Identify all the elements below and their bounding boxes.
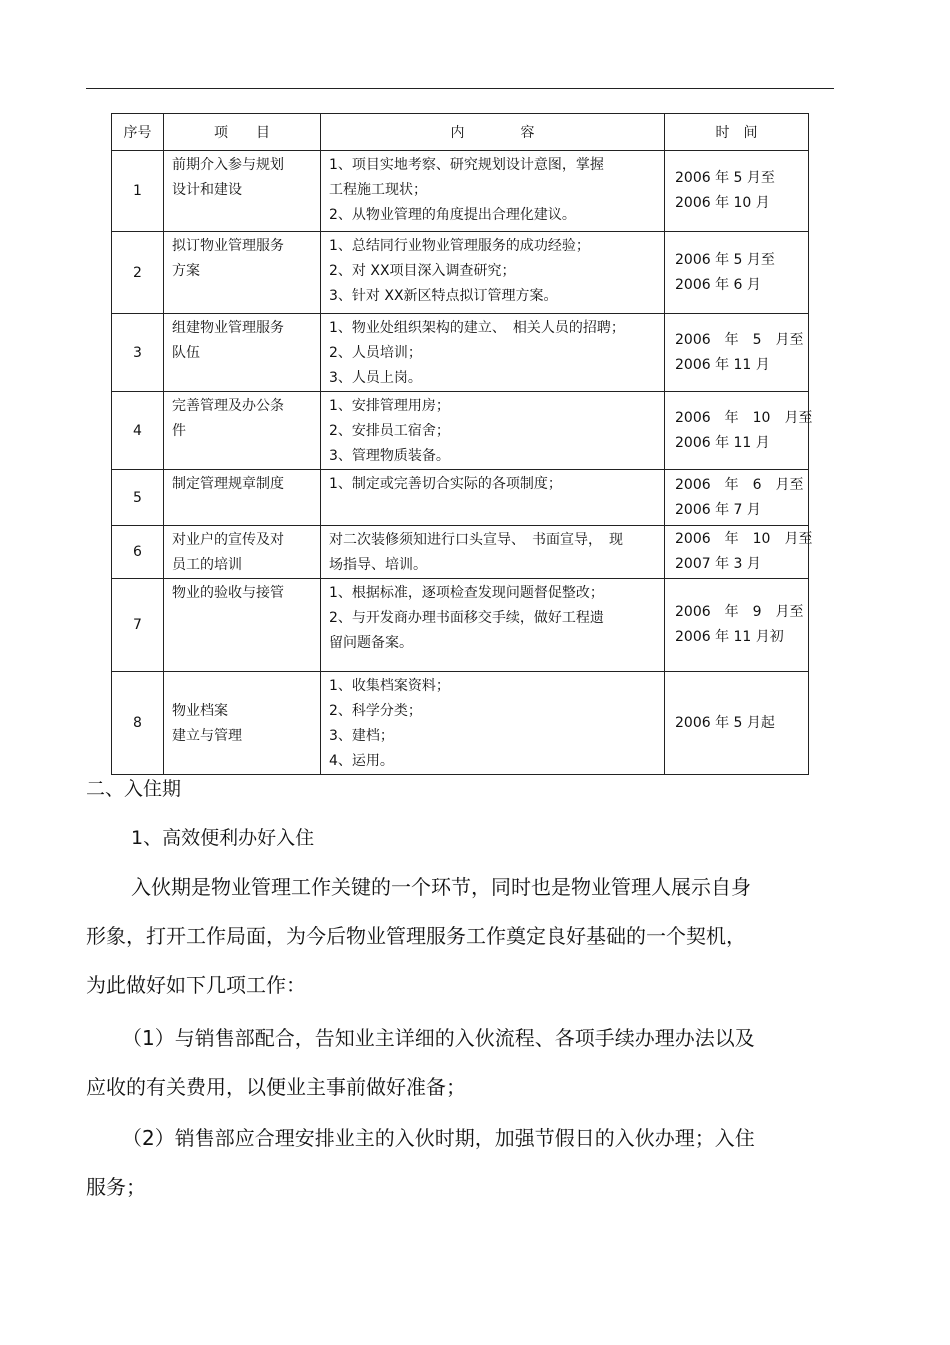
table-row bbox=[112, 151, 809, 232]
row-item bbox=[164, 470, 321, 526]
paragraph-line: 服务； bbox=[86, 1175, 146, 1199]
row-content-line: 1、根据标准，逐项检查发现问题督促整改； bbox=[329, 585, 604, 601]
row-content-line: 2、科学分类； bbox=[329, 703, 422, 719]
list-item-2 bbox=[86, 1114, 806, 1212]
row-content-line: 3、管理物质装备。 bbox=[329, 448, 450, 464]
row-item-line: 组建物业管理服务 bbox=[172, 320, 284, 336]
row-item-line: 设计和建设 bbox=[172, 182, 242, 198]
row-time bbox=[665, 232, 809, 314]
row-time-line: 2006 年 5 月至 bbox=[675, 331, 804, 348]
row-content-line: 4、运用。 bbox=[329, 753, 394, 769]
row-item-line: 前期介入参与规划 bbox=[172, 157, 284, 173]
row-item-line: 完善管理及办公条 bbox=[172, 398, 284, 414]
row-time-line: 2006 年 11 月初 bbox=[675, 629, 784, 645]
row-item-line: 件 bbox=[172, 423, 186, 439]
table-row bbox=[112, 314, 809, 392]
table-row bbox=[112, 392, 809, 470]
row-content bbox=[321, 151, 665, 232]
row-time-line: 2006 年 11 月 bbox=[675, 434, 770, 451]
row-time bbox=[665, 392, 813, 470]
header-no: 序号 bbox=[112, 114, 164, 151]
row-time-line: 2006 年 6 月至 bbox=[675, 476, 804, 493]
subsection-heading bbox=[86, 814, 851, 863]
row-item bbox=[164, 232, 321, 314]
row-content-line: 2、人员培训； bbox=[329, 345, 422, 361]
row-content bbox=[321, 232, 665, 314]
row-time bbox=[665, 526, 813, 579]
row-time bbox=[665, 470, 809, 526]
section-heading bbox=[86, 765, 806, 814]
row-content bbox=[321, 672, 665, 775]
row-content-line: 2、与开发商办理书面移交手续，做好工程遗 bbox=[329, 610, 604, 626]
table-row bbox=[112, 470, 809, 526]
row-content bbox=[321, 470, 665, 526]
row-no: 8 bbox=[112, 672, 164, 775]
row-content-line: 2、对 XX项目深入调查研究； bbox=[329, 263, 516, 279]
table-row bbox=[112, 579, 809, 672]
row-content-line: 场指导、培训。 bbox=[329, 557, 427, 573]
row-content bbox=[321, 392, 665, 470]
row-time-line: 2006 年 7 月 bbox=[675, 501, 761, 518]
subsection-heading-text: 1、高效便利办好入住 bbox=[131, 827, 315, 849]
work-plan-table bbox=[111, 113, 813, 775]
row-content bbox=[321, 526, 665, 579]
row-content-line: 3、针对 XX新区特点拟订管理方案。 bbox=[329, 288, 558, 304]
row-content-line: 1、总结同行业物业管理服务的成功经验； bbox=[329, 238, 590, 254]
row-item-line: 队伍 bbox=[172, 345, 200, 361]
paragraph-line: 为此做好如下几项工作： bbox=[86, 973, 306, 997]
row-no: 5 bbox=[112, 470, 164, 526]
row-content-line: 2、安排员工宿舍； bbox=[329, 423, 450, 439]
row-no: 2 bbox=[112, 232, 164, 314]
header-content: 内 容 bbox=[321, 114, 665, 151]
header-time: 时 间 bbox=[665, 114, 809, 151]
row-item-line: 物业的验收与接管 bbox=[172, 585, 284, 601]
table-row bbox=[112, 232, 809, 314]
row-item-line: 员工的培训 bbox=[172, 557, 242, 573]
row-time-line: 2006 年 5 月至 bbox=[675, 251, 775, 268]
intro-paragraph bbox=[86, 863, 806, 1010]
row-item-line: 拟订物业管理服务 bbox=[172, 238, 284, 254]
row-content-line: 留问题备案。 bbox=[329, 635, 413, 651]
row-content-line: 1、制定或完善切合实际的各项制度； bbox=[329, 476, 562, 492]
row-time bbox=[665, 314, 809, 392]
paragraph-line: 入伙期是物业管理工作关键的一个环节，同时也是物业管理人展示自身 bbox=[131, 875, 751, 899]
row-content-line: 2、从物业管理的角度提出合理化建议。 bbox=[329, 207, 576, 223]
row-content bbox=[321, 579, 665, 672]
row-content-line: 工程施工现状； bbox=[329, 182, 427, 198]
row-no: 7 bbox=[112, 579, 164, 672]
section-heading-text: 二、入住期 bbox=[86, 778, 182, 800]
row-time-line: 2006 年 10 月 bbox=[675, 195, 770, 211]
row-no: 6 bbox=[112, 526, 164, 579]
row-no: 3 bbox=[112, 314, 164, 392]
row-time bbox=[665, 672, 809, 775]
row-time-line: 2006 年 10 月至 bbox=[675, 531, 813, 547]
row-content-line: 1、收集档案资料； bbox=[329, 678, 450, 694]
row-time-line: 2006 年 5 月起 bbox=[675, 714, 775, 731]
row-item bbox=[164, 579, 321, 672]
paragraph-line: 应收的有关费用，以便业主事前做好准备； bbox=[86, 1075, 466, 1099]
row-item-line: 方案 bbox=[172, 263, 200, 279]
row-item bbox=[164, 392, 321, 470]
row-time bbox=[665, 579, 809, 672]
table-header-row bbox=[112, 114, 809, 151]
row-content-line: 1、项目实地考察、研究规划设计意图，掌握 bbox=[329, 157, 604, 173]
paragraph-line: （1）与销售部配合，告知业主详细的入伙流程、各项手续办理办法以及 bbox=[122, 1026, 755, 1050]
header-item: 项 目 bbox=[164, 114, 321, 151]
table-row bbox=[112, 672, 809, 775]
row-time-line: 2006 年 5 月至 bbox=[675, 170, 775, 186]
row-item-line: 物业档案 bbox=[172, 703, 228, 719]
row-content-line: 1、物业处组织架构的建立、 相关人员的招聘； bbox=[329, 320, 625, 336]
header-rule bbox=[86, 88, 834, 89]
row-item bbox=[164, 151, 321, 232]
row-content-line: 1、安排管理用房； bbox=[329, 398, 450, 414]
row-item-line: 制定管理规章制度 bbox=[172, 476, 284, 492]
row-time-line: 2006 年 10 月至 bbox=[675, 409, 813, 426]
row-content bbox=[321, 314, 665, 392]
row-content-line: 3、建档； bbox=[329, 728, 394, 744]
paragraph-line: 形象，打开工作局面，为今后物业管理服务工作奠定良好基础的一个契机， bbox=[86, 924, 746, 948]
row-time-line: 2006 年 9 月至 bbox=[675, 604, 804, 620]
row-no: 1 bbox=[112, 151, 164, 232]
row-time-line: 2006 年 11 月 bbox=[675, 356, 770, 373]
row-item-line: 建立与管理 bbox=[172, 728, 242, 744]
paragraph-line: （2）销售部应合理安排业主的入伙时期，加强节假日的入伙办理；入住 bbox=[122, 1126, 755, 1150]
row-no: 4 bbox=[112, 392, 164, 470]
row-item-line: 对业户的宣传及对 bbox=[172, 532, 284, 548]
row-time-line: 2006 年 6 月 bbox=[675, 276, 761, 293]
row-content-line: 3、人员上岗。 bbox=[329, 370, 422, 386]
row-content-line: 对二次装修须知进行口头宣导、 书面宣导， 现 bbox=[329, 532, 623, 548]
row-time-line: 2007 年 3 月 bbox=[675, 556, 761, 572]
list-item-1 bbox=[86, 1014, 806, 1112]
row-item bbox=[164, 672, 321, 775]
row-time bbox=[665, 151, 809, 232]
row-item bbox=[164, 526, 321, 579]
table-row bbox=[112, 526, 809, 579]
row-item bbox=[164, 314, 321, 392]
